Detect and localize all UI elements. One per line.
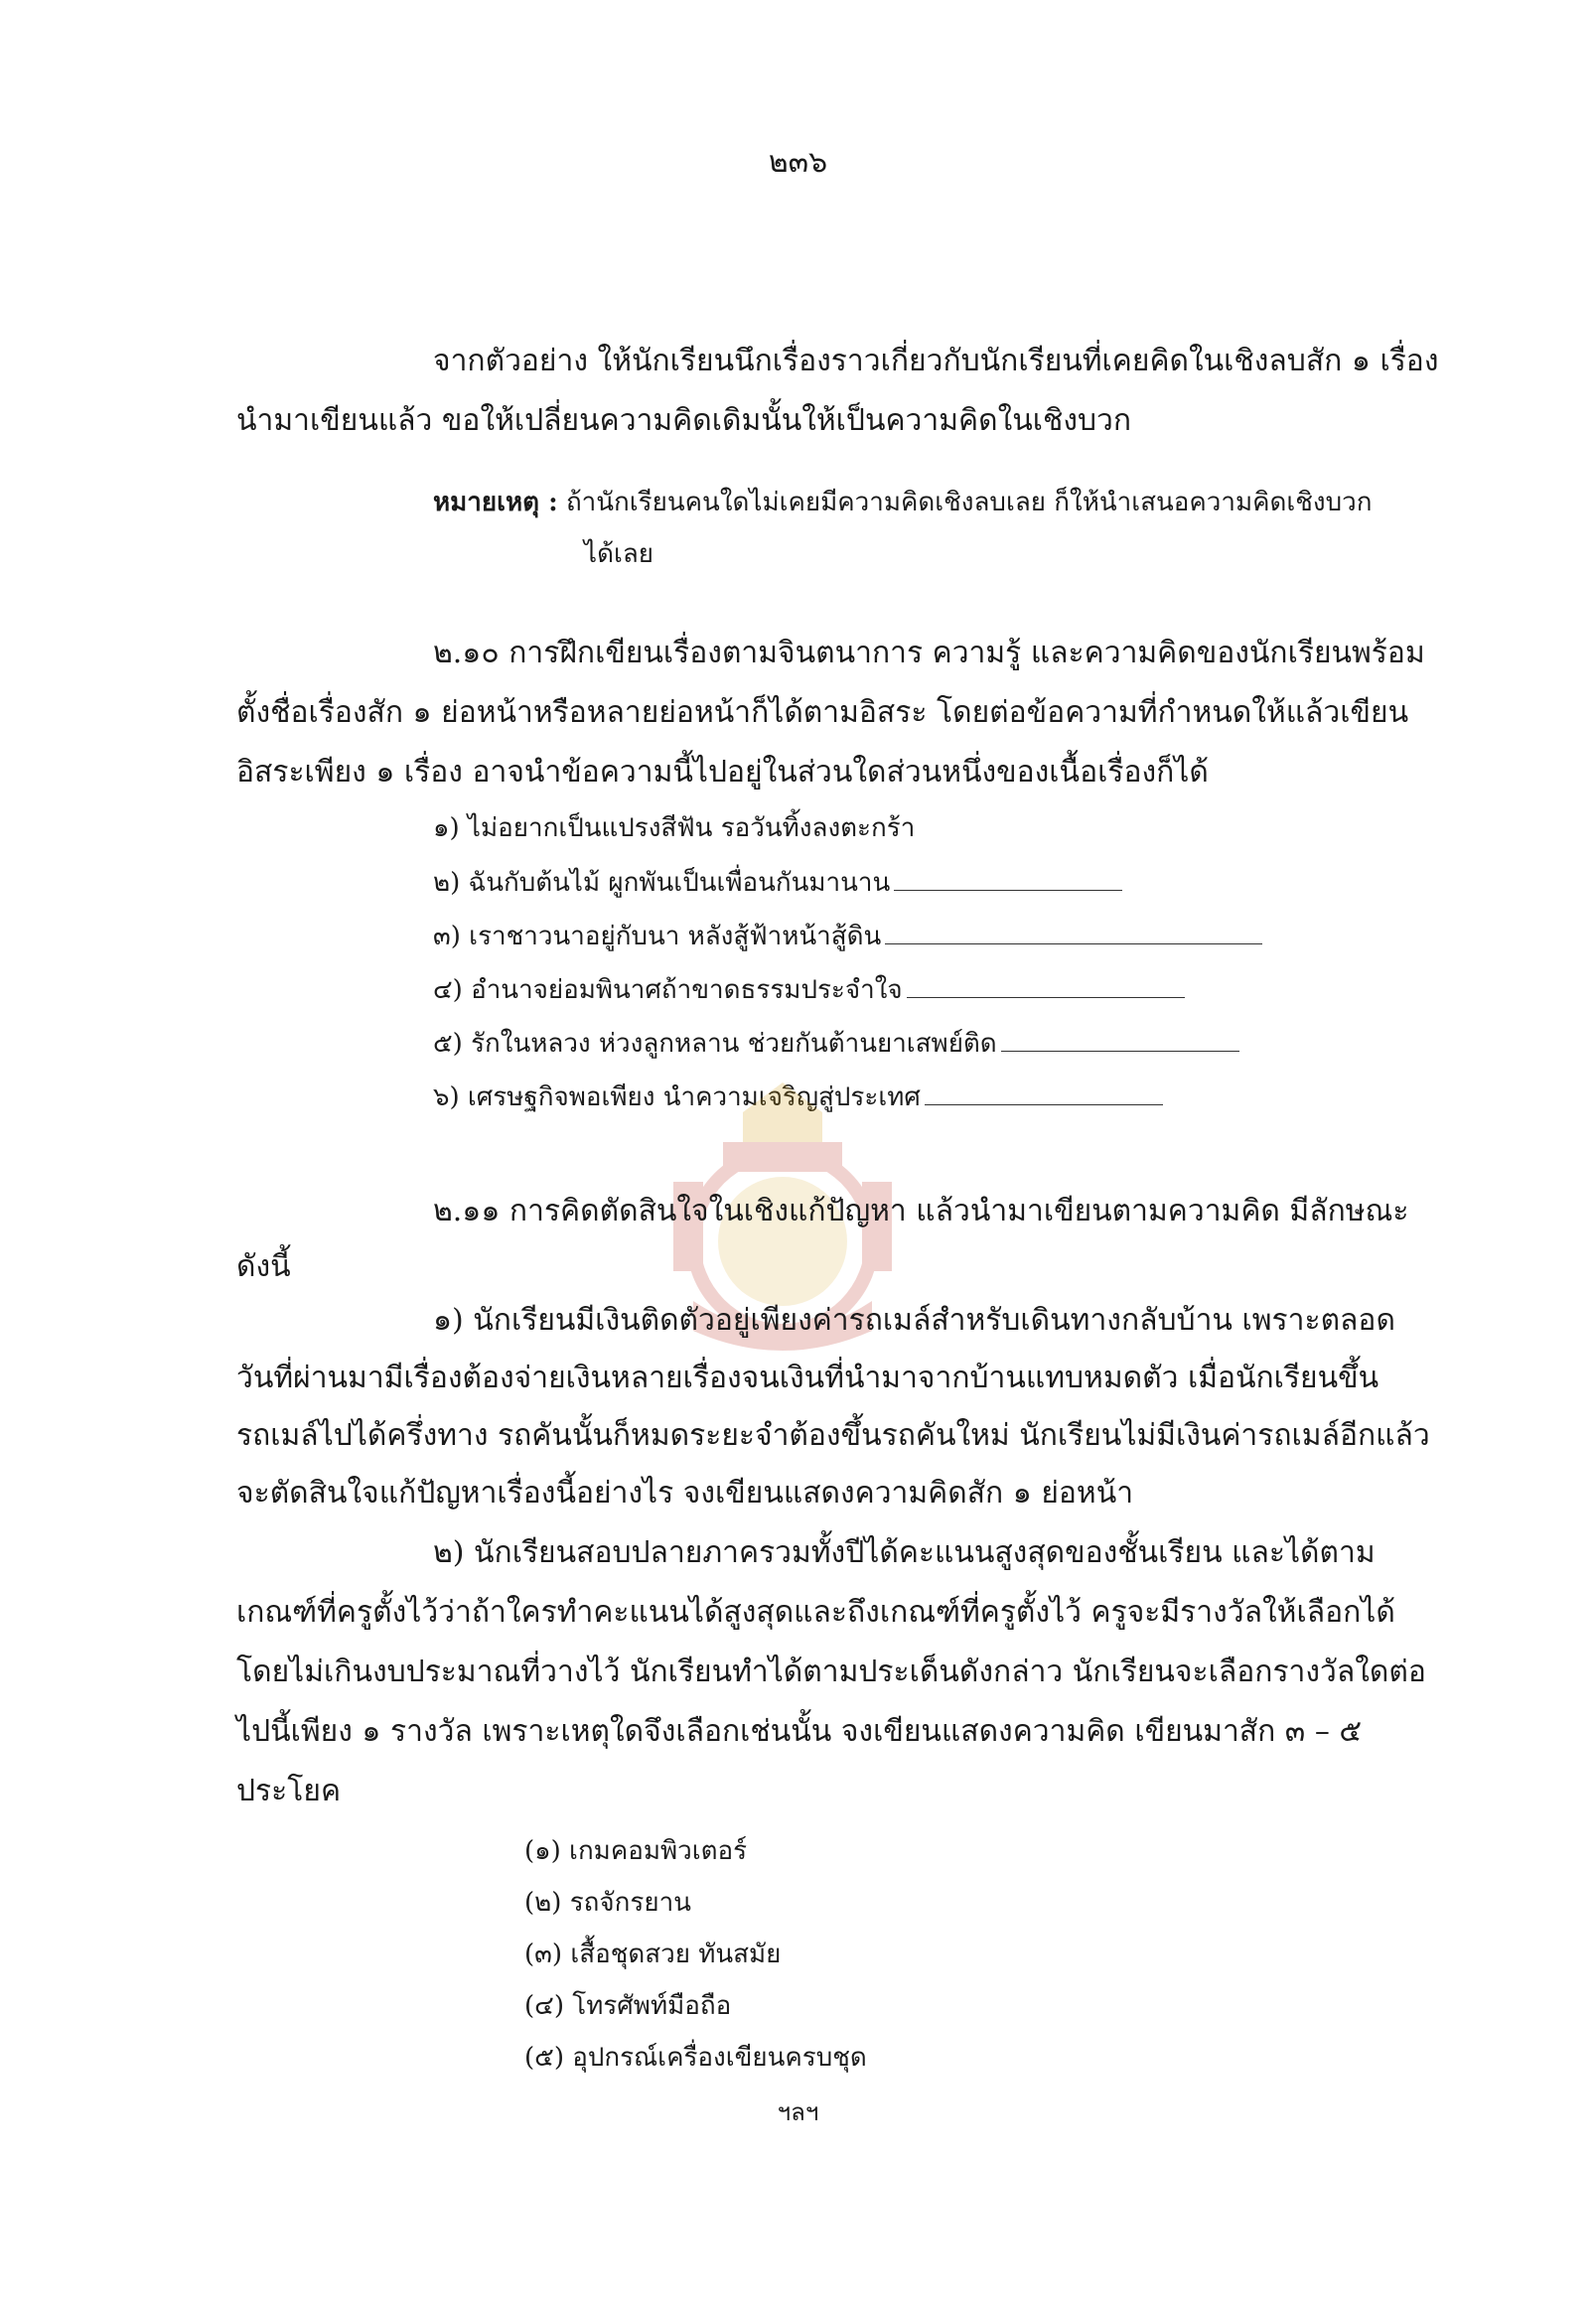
- question-2-line-5: ประโยค: [236, 1774, 342, 1808]
- page-number: ๒๓๖: [768, 145, 828, 180]
- continuation-mark: ฯลฯ: [777, 2098, 819, 2126]
- list-item: ๑) ไม่อยากเป็นแปรงสีฟัน รอวันทิ้งลงตะกร้า: [433, 813, 916, 843]
- option-item: (๕) อุปกรณ์เครื่องเขียนครบชุด: [524, 2043, 867, 2073]
- note-line-1: [433, 487, 1372, 518]
- section-2-11-line-2: ดังนี้: [236, 1249, 291, 1284]
- fill-in-blank[interactable]: [894, 866, 1122, 891]
- fill-in-blank[interactable]: [907, 973, 1185, 998]
- option-item: (๓) เสื้อชุดสวย ทันสมัย: [524, 1940, 782, 1969]
- note-text-1: ถ้านักเรียนคนใดไม่เคยมีความคิดเชิงลบเลย ก็ให้นำเสนอความคิดเชิงบวก: [565, 488, 1373, 517]
- question-2-line-3: โดยไม่เกินงบประมาณที่วางไว้ นักเรียนทำได้ตามประเด็นดังกล่าว นักเรียนจะเลือกรางวัลใดต่อ: [236, 1655, 1426, 1689]
- fill-in-blank[interactable]: [1001, 1027, 1239, 1052]
- question-2-line-4: ไปนี้เพียง ๑ รางวัล เพราะเหตุใดจึงเลือกเช่นนั้น จงเขียนแสดงความคิด เขียนมาสัก ๓ – ๕: [236, 1714, 1363, 1749]
- list-item: ๕) รักในหลวง ห่วงลูกหลาน ช่วยกันต้านยาเสพย์ติด: [433, 1027, 1239, 1060]
- intro-line-1: จากตัวอย่าง ให้นักเรียนนึกเรื่องราวเกี่ยวกับนักเรียนที่เคยคิดในเชิงลบสัก ๑ เรื่อง: [433, 344, 1439, 378]
- section-2-10-line-3: อิสระเพียง ๑ เรื่อง อาจนำข้อความนี้ไปอยู่ในส่วนใดส่วนหนึ่งของเนื้อเรื่องก็ได้: [236, 755, 1209, 790]
- question-2-line-2: เกณฑ์ที่ครูตั้งไว้ว่าถ้าใครทำคะแนนได้สูงสุดและถึงเกณฑ์ที่ครูตั้งไว้ ครูจะมีรางวัลให้เลือกได้: [236, 1595, 1395, 1630]
- question-1-line-2: วันที่ผ่านมามีเรื่องต้องจ่ายเงินหลายเรื่องจนเงินที่นำมาจากบ้านแทบหมดตัว เมื่อนักเรียนขึ้น: [236, 1361, 1379, 1395]
- question-1-line-3: รถเมล์ไปได้ครึ่งทาง รถคันนั้นก็หมดระยะจำต้องขึ้นรถคันใหม่ นักเรียนไม่มีเงินค่ารถเมล์อีกแล้ว: [236, 1418, 1430, 1453]
- section-2-10-line-2: ตั้งชื่อเรื่องสัก ๑ ย่อหน้าหรือหลายย่อหน้าก็ได้ตามอิสระ โดยต่อข้อความที่กำหนดให้แล้วเขียน: [236, 695, 1409, 730]
- option-item: (๔) โทรศัพท์มือถือ: [524, 1991, 732, 2021]
- section-2-10-line-1: ๒.๑๐ การฝึกเขียนเรื่องตามจินตนาการ ความรู้ และความคิดของนักเรียนพร้อม: [433, 636, 1425, 670]
- note-line-2: ได้เลย: [584, 539, 654, 569]
- list-item: ๖) เศรษฐกิจพอเพียง นำความเจริญสู่ประเทศ: [433, 1080, 1163, 1113]
- question-1-line-1: ๑) นักเรียนมีเงินติดตัวอยู่เพียงค่ารถเมล์สำหรับเดินทางกลับบ้าน เพราะตลอด: [433, 1303, 1395, 1338]
- fill-in-blank[interactable]: [885, 920, 1262, 944]
- option-item: (๑) เกมคอมพิวเตอร์: [524, 1836, 748, 1866]
- list-item: ๓) เราชาวนาอยู่กับนา หลังสู้ฟ้าหน้าสู้ดิน: [433, 920, 1262, 952]
- list-item: ๒) ฉันกับต้นไม้ ผูกพันเป็นเพื่อนกันมานาน: [433, 866, 1122, 899]
- intro-line-2: นำมาเขียนแล้ว ขอให้เปลี่ยนความคิดเดิมนั้นให้เป็นความคิดในเชิงบวก: [236, 403, 1132, 438]
- note-label: หมายเหตุ :: [433, 488, 558, 517]
- list-item: ๔) อำนาจย่อมพินาศถ้าขาดธรรมประจำใจ: [433, 973, 1185, 1006]
- question-1-line-4: จะตัดสินใจแก้ปัญหาเรื่องนี้อย่างไร จงเขียนแสดงความคิดสัก ๑ ย่อหน้า: [236, 1476, 1134, 1511]
- section-2-11-line-1: ๒.๑๑ การคิดตัดสินใจในเชิงแก้ปัญหา แล้วนำมาเขียนตามความคิด มีลักษณะ: [433, 1194, 1409, 1228]
- question-2-line-1: ๒) นักเรียนสอบปลายภาครวมทั้งปีได้คะแนนสูงสุดของชั้นเรียน และได้ตาม: [433, 1535, 1376, 1570]
- option-item: (๒) รถจักรยาน: [524, 1888, 691, 1918]
- fill-in-blank[interactable]: [925, 1080, 1163, 1105]
